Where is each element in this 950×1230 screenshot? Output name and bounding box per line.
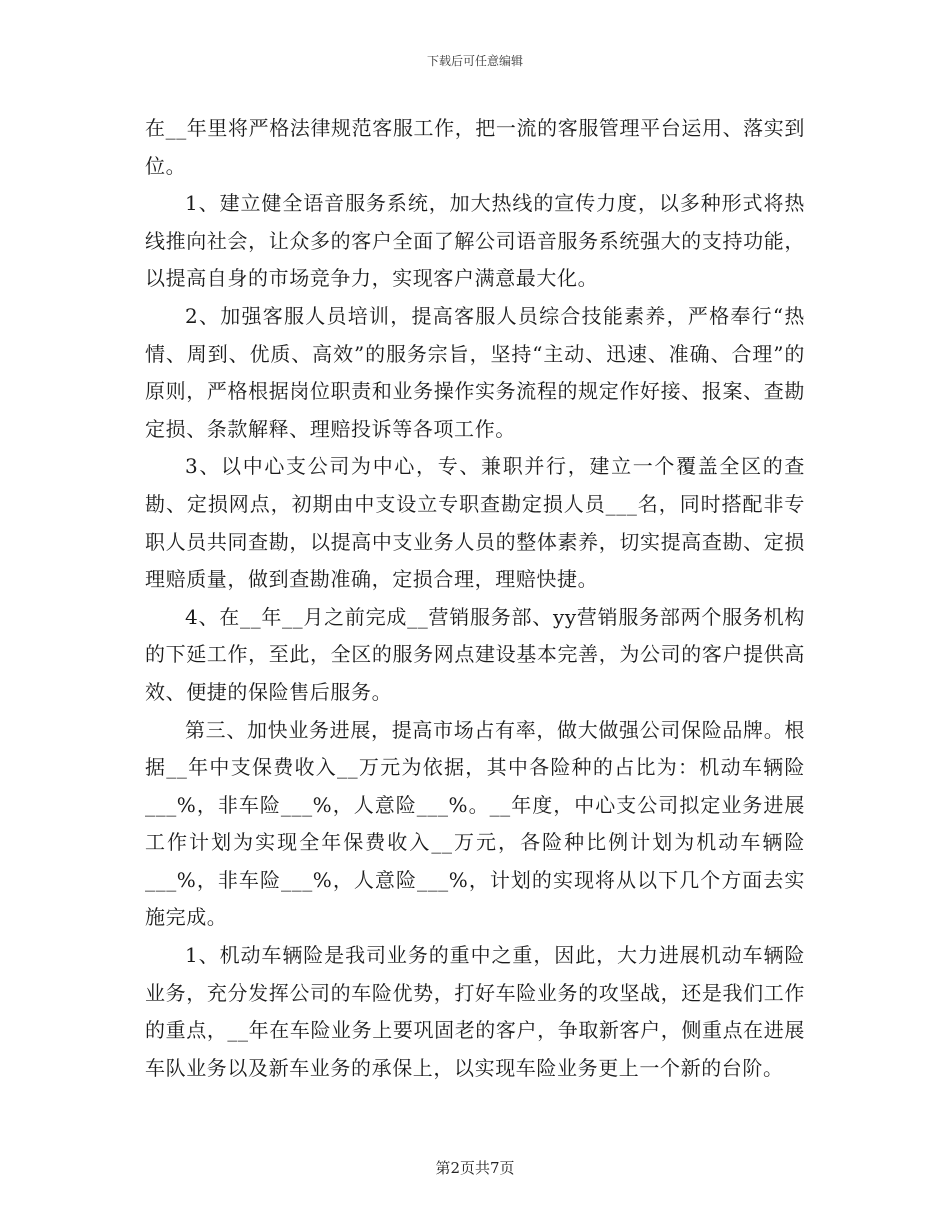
page-header: 下载后可任意编辑	[426, 54, 523, 68]
paragraph-item-3-survey-network: 3、以中心支公司为中心，专、兼职并行，建立一个覆盖全区的查勘、定损网点，初期由中支设立专职查勘定损人员___名，同时搭配非专职人员共同查勘，以提高中支业务人员的整体素养，切实提高查勘、定损理赔质量，做到查勘准确，定损合理，理赔快捷。	[145, 454, 805, 592]
paragraph-item-1-voice-service: 1、建立健全语音服务系统，加大热线的宣传力度，以多种形式将热线推向社会，让众多的客户全面了解公司语音服务系统强大的支持功能，以提高自身的市场竞争力，实现客户满意最大化。	[145, 191, 805, 291]
paragraph-section-three: 第三、加快业务进展，提高市场占有率，做大做强公司保险品牌。根据__年中支保费收入__万元为依据，其中各险种的占比为：机动车辆险___%，非车险___%，人意险___%。__年度，中心支公司拟定业务进展工作计划为实现全年保费收入__万元，各险种比例计划为机动车辆险___%，非车险___%，人意险___%，计划的实现将从以下几个方面去实施完成。	[145, 717, 805, 930]
document-body	[145, 110, 805, 1087]
paragraph-item-2-staff-training: 2、加强客服人员培训，提高客服人员综合技能素养，严格奉行“热情、周到、优质、高效”的服务宗旨，坚持“主动、迅速、准确、合理”的原则，严格根据岗位职责和业务操作实务流程的规定作好接、报案、查勘定损、条款解释、理赔投诉等各项工作。	[145, 303, 805, 441]
paragraph-item-4-service-outlets: 4、在__年__月之前完成__营销服务部、yy营销服务部两个服务机构的下延工作，至此，全区的服务网点建设基本完善，为公司的客户提供高效、便捷的保险售后服务。	[145, 604, 805, 704]
paragraph-motor-insurance: 1、机动车辆险是我司业务的重中之重，因此，大力进展机动车辆险业务，充分发挥公司的车险优势，打好车险业务的攻坚战，还是我们工作的重点，__年在车险业务上要巩固老的客户，争取新客户，侧重点在进展车队业务以及新车业务的承保上，以实现车险业务更上一个新的台阶。	[145, 943, 805, 1080]
page-number: 第2页共7页	[435, 1159, 515, 1177]
paragraph-intro: 在__年里将严格法律规范客服工作，把一流的客服管理平台运用、落实到位。	[145, 116, 805, 178]
